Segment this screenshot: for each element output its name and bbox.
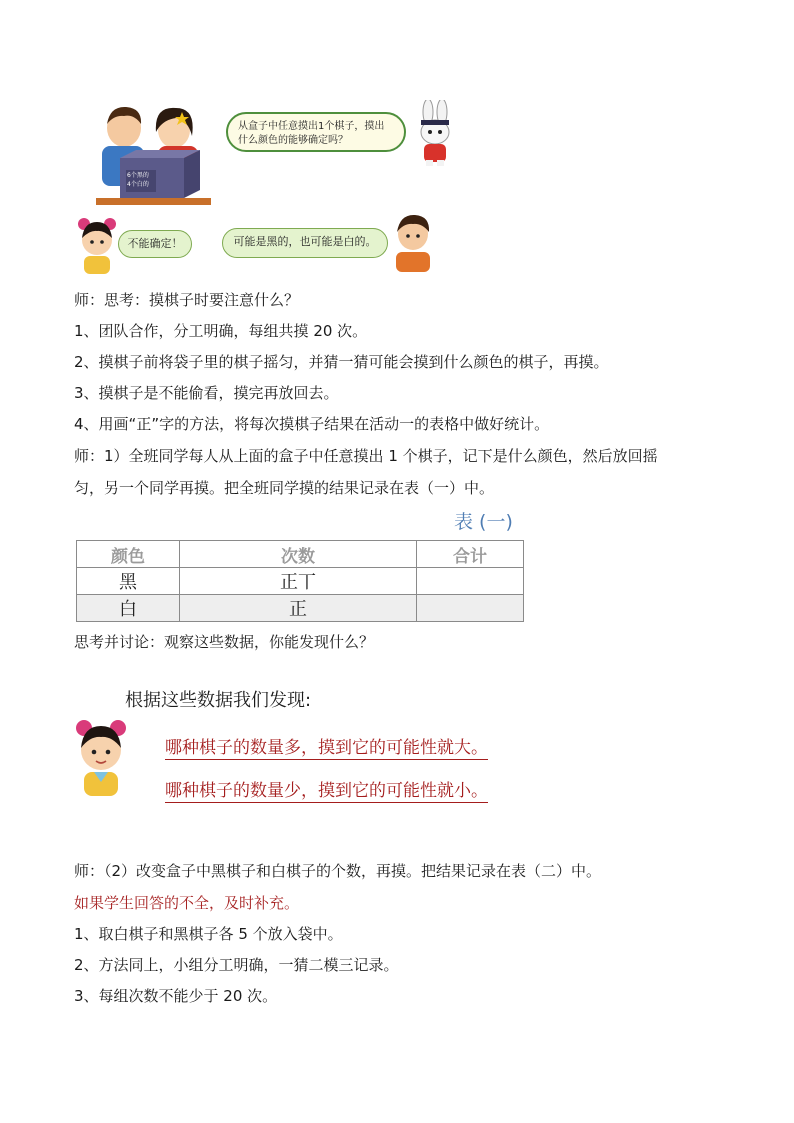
rule-4: 4、用画“正”字的方法，将每次摸棋子结果在活动一的表格中做好统计。 (74, 415, 550, 433)
table1-title: 表 (一) (454, 511, 513, 533)
rule-3: 3、摸棋子是不能偷看，摸完再放回去。 (74, 384, 339, 402)
cell-color-white: 白 (77, 595, 180, 622)
rule-2: 2、摸棋子前将袋子里的棋子摇匀，并猜一猜可能会摸到什么颜色的棋子，再摸。 (74, 353, 609, 371)
rabbit-speech-bubble: 从盒子中任意摸出1个棋子，摸出什么颜色的能够确定吗？ (226, 112, 406, 152)
girl-thinking-icon (70, 718, 132, 798)
supplement-note: 如果学生回答的不全，及时补充。 (74, 894, 300, 912)
teacher-instruction-1b: 匀，另一个同学再摸。把全班同学摸的结果记录在表（一）中。 (74, 479, 495, 497)
rabbit-icon (410, 100, 460, 168)
teacher-instruction-2: 师：（2）改变盒子中黑棋子和白棋子的个数，再摸。把结果记录在表（二）中。 (74, 862, 602, 880)
finding-2: 哪种棋子的数量少，摸到它的可能性就小。 (165, 776, 488, 803)
cell-count-white: 正 (180, 595, 417, 622)
cell-total-white (417, 595, 524, 622)
cell-color-black: 黑 (77, 568, 180, 595)
table-row (77, 595, 524, 622)
girl-speech-cloud: 不能确定！ (118, 230, 192, 258)
box-label: 6个黑的 4个白的 (127, 172, 149, 188)
kids-box-illustration (96, 100, 221, 205)
cell-total-black (417, 568, 524, 595)
step-3: 3、每组次数不能少于 20 次。 (74, 987, 278, 1005)
step-2: 2、方法同上，小组分工明确，一猜二模三记录。 (74, 956, 399, 974)
header-total: 合计 (417, 541, 524, 568)
table-row (77, 568, 524, 595)
discuss-line: 思考并讨论：观察这些数据，你能发现什么？ (74, 633, 375, 651)
teacher-think-line: 师：思考：摸棋子时要注意什么？ (74, 291, 300, 309)
boy-speech-cloud: 可能是黑的，也可能是白的。 (222, 228, 388, 258)
girl-icon (72, 216, 122, 276)
step-1: 1、取白棋子和黑棋子各 5 个放入袋中。 (74, 925, 343, 943)
header-color: 颜色 (77, 541, 180, 568)
teacher-instruction-1a: 师：1）全班同学每人从上面的盒子中任意摸出 1 个棋子，记下是什么颜色，然后放回摇 (74, 447, 658, 465)
cell-count-black: 正丅 (180, 568, 417, 595)
rule-1: 1、团队合作，分工明确，每组共摸 20 次。 (74, 322, 368, 340)
illustration-top (96, 100, 456, 205)
finding-1: 哪种棋子的数量多，摸到它的可能性就大。 (165, 733, 488, 760)
boy-icon (388, 212, 438, 274)
table-header-row (77, 541, 524, 568)
header-count: 次数 (180, 541, 417, 568)
conclusion-heading: 根据这些数据我们发现: (125, 690, 312, 711)
tally-table-1 (76, 540, 524, 622)
